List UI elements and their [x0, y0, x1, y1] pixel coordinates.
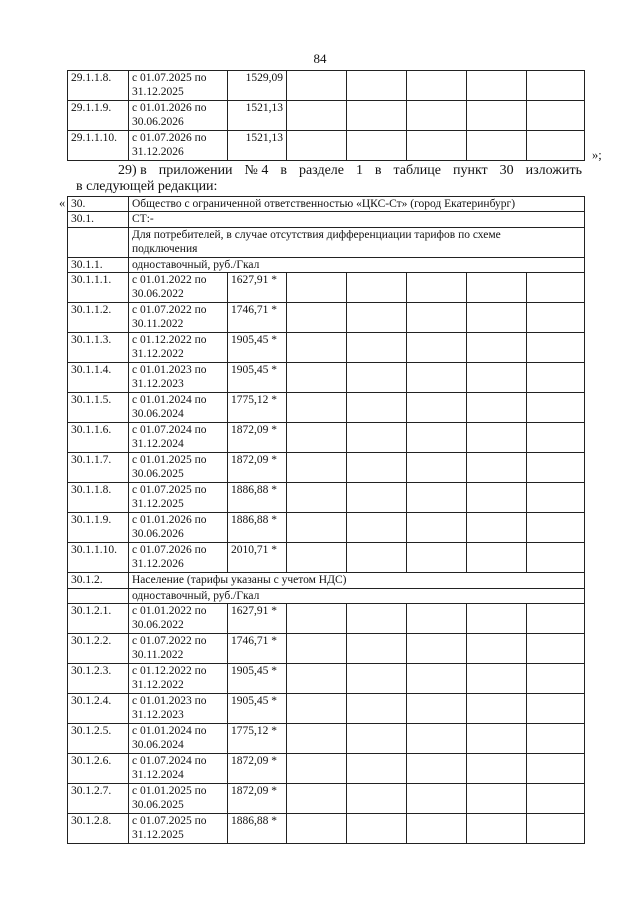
row-code: 30.1.1.6. [68, 423, 129, 453]
table-row [68, 814, 585, 844]
row-value: 2010,71 * [228, 543, 287, 573]
empty-cell [527, 423, 585, 453]
row-code: 30.1.2.2. [68, 634, 129, 664]
row-value: 1905,45 * [228, 694, 287, 724]
row-period: с 01.07.2022 по 30.11.2022 [129, 634, 228, 664]
row-code: 30.1.2.7. [68, 784, 129, 814]
table-row [68, 513, 585, 543]
empty-cell [407, 453, 467, 483]
empty-cell [467, 814, 527, 844]
empty-cell [527, 784, 585, 814]
paragraph-word: изложить [525, 163, 582, 178]
row-period: с 01.01.2025 по 30.06.2025 [129, 784, 228, 814]
empty-cell [467, 724, 527, 754]
row-code: 30.1.2.6. [68, 754, 129, 784]
empty-cell [347, 453, 407, 483]
empty-cell [407, 423, 467, 453]
empty-cell [527, 634, 585, 664]
row-code: 30.1.1.10. [68, 543, 129, 573]
row-value: 1905,45 * [228, 333, 287, 363]
empty-cell [527, 754, 585, 784]
empty-cell [467, 604, 527, 634]
empty-cell [347, 543, 407, 573]
table-row [68, 303, 585, 333]
empty-cell [347, 513, 407, 543]
table-row [68, 363, 585, 393]
table-row [68, 634, 585, 664]
row-code: 29.1.1.9. [68, 101, 129, 131]
row-period: с 01.07.2026 по 31.12.2026 [129, 131, 228, 161]
paragraph-word: таблице [393, 163, 441, 178]
paragraph-word: пункт [452, 163, 488, 178]
paragraph-word: 1 [355, 163, 363, 178]
empty-cell [527, 303, 585, 333]
empty-cell [527, 453, 585, 483]
row-period: с 01.01.2025 по 30.06.2025 [129, 453, 228, 483]
row-period: с 01.12.2022 по 31.12.2022 [129, 664, 228, 694]
row-code: 30.1.2. [68, 573, 129, 589]
row-value: 1872,09 * [228, 453, 287, 483]
empty-cell [407, 513, 467, 543]
row-value: 1886,88 * [228, 513, 287, 543]
empty-cell [527, 393, 585, 423]
table-row-header [68, 197, 585, 212]
table-row [68, 131, 585, 161]
row-period: с 01.07.2024 по 31.12.2024 [129, 423, 228, 453]
row-code: 30.1.2.1. [68, 604, 129, 634]
empty-cell [347, 784, 407, 814]
empty-cell [287, 483, 347, 513]
row-period: с 01.01.2026 по 30.06.2026 [129, 513, 228, 543]
empty-cell [287, 101, 347, 131]
paragraph-word: 30 [499, 163, 514, 178]
row-value: 1905,45 * [228, 363, 287, 393]
row-value: 1872,09 * [228, 784, 287, 814]
row-code: 30.1.1.7. [68, 453, 129, 483]
empty-cell [467, 363, 527, 393]
table-row [68, 543, 585, 573]
row-code [68, 589, 129, 604]
empty-cell [467, 393, 527, 423]
row-value: 1521,13 [228, 131, 287, 161]
empty-cell [347, 814, 407, 844]
empty-cell [527, 273, 585, 303]
empty-cell [467, 483, 527, 513]
empty-cell [527, 814, 585, 844]
row-value: 1775,12 * [228, 393, 287, 423]
row-value: 1627,91 * [228, 273, 287, 303]
empty-cell [407, 363, 467, 393]
empty-cell [287, 273, 347, 303]
empty-cell [527, 71, 585, 101]
table-row [68, 483, 585, 513]
row-period: с 01.07.2024 по 31.12.2024 [129, 754, 228, 784]
paragraph-word: разделе [298, 163, 344, 178]
empty-cell [347, 664, 407, 694]
row-code: 30.1.1.8. [68, 483, 129, 513]
row-code: 30.1.2.3. [68, 664, 129, 694]
empty-cell [527, 333, 585, 363]
empty-cell [347, 71, 407, 101]
empty-cell [287, 363, 347, 393]
table-row-note [68, 228, 585, 258]
table-row [68, 101, 585, 131]
empty-cell [287, 333, 347, 363]
empty-cell [347, 303, 407, 333]
empty-cell [407, 604, 467, 634]
empty-cell [467, 101, 527, 131]
empty-cell [287, 814, 347, 844]
empty-cell [347, 604, 407, 634]
table-row [68, 423, 585, 453]
row-period: с 01.07.2025 по 31.12.2025 [129, 814, 228, 844]
empty-cell [347, 333, 407, 363]
table-row [68, 784, 585, 814]
table-row [68, 453, 585, 483]
empty-cell [347, 754, 407, 784]
empty-cell [527, 664, 585, 694]
empty-cell [287, 664, 347, 694]
row-value: 1905,45 * [228, 664, 287, 694]
empty-cell [467, 453, 527, 483]
row-period: с 01.01.2026 по 30.06.2026 [129, 101, 228, 131]
empty-cell [347, 393, 407, 423]
empty-cell [407, 784, 467, 814]
row-code [68, 228, 129, 258]
empty-cell [467, 634, 527, 664]
tariff-table-item-30 [67, 196, 585, 844]
table-row [68, 694, 585, 724]
amendment-paragraph-line1 [118, 163, 582, 178]
empty-cell [527, 694, 585, 724]
empty-cell [407, 71, 467, 101]
empty-cell [287, 513, 347, 543]
opening-quote-mark: « [59, 196, 66, 210]
row-value: 1529,09 [228, 71, 287, 101]
row-period: с 01.07.2022 по 30.11.2022 [129, 303, 228, 333]
empty-cell [347, 634, 407, 664]
empty-cell [407, 543, 467, 573]
row-value: 1872,09 * [228, 423, 287, 453]
page-number: 84 [313, 51, 327, 66]
row-value: 1627,91 * [228, 604, 287, 634]
paragraph-word: в [280, 163, 287, 178]
empty-cell [287, 71, 347, 101]
empty-cell [467, 131, 527, 161]
empty-cell [287, 604, 347, 634]
row-code: 30.1.1.5. [68, 393, 129, 423]
table-row-section [68, 573, 585, 589]
empty-cell [347, 273, 407, 303]
empty-cell [527, 131, 585, 161]
table-row [68, 393, 585, 423]
tariff-type-label: одноставочный, руб./Гкал [129, 258, 585, 273]
row-value: 1746,71 * [228, 634, 287, 664]
tariff-table-continued [67, 70, 585, 161]
empty-cell [347, 363, 407, 393]
table-row [68, 333, 585, 363]
empty-cell [287, 303, 347, 333]
empty-cell [287, 453, 347, 483]
row-period: с 01.12.2022 по 31.12.2022 [129, 333, 228, 363]
row-code: 30. [68, 197, 129, 212]
empty-cell [287, 694, 347, 724]
empty-cell [407, 814, 467, 844]
empty-cell [527, 724, 585, 754]
empty-cell [287, 543, 347, 573]
table-row-label [68, 258, 585, 273]
organization-name: Общество с ограниченной ответственностью «ЦКС-Ст» (город Екатеринбург) [129, 197, 585, 212]
empty-cell [407, 483, 467, 513]
empty-cell [407, 393, 467, 423]
row-period: с 01.01.2023 по 31.12.2023 [129, 694, 228, 724]
empty-cell [467, 543, 527, 573]
row-period: с 01.07.2025 по 31.12.2025 [129, 483, 228, 513]
section-title: СТ:- [129, 212, 585, 228]
row-value: 1872,09 * [228, 754, 287, 784]
empty-cell [467, 303, 527, 333]
paragraph-word: приложении [158, 163, 233, 178]
row-value: 1886,88 * [228, 814, 287, 844]
row-code: 30.1.1.3. [68, 333, 129, 363]
row-code: 30.1.1.1. [68, 273, 129, 303]
empty-cell [287, 754, 347, 784]
empty-cell [407, 333, 467, 363]
row-period: с 01.01.2024 по 30.06.2024 [129, 393, 228, 423]
paragraph-word: в [374, 163, 382, 178]
row-code: 30.1.2.5. [68, 724, 129, 754]
row-value: 1775,12 * [228, 724, 287, 754]
row-code: 30.1.2.8. [68, 814, 129, 844]
empty-cell [467, 333, 527, 363]
empty-cell [467, 273, 527, 303]
empty-cell [467, 71, 527, 101]
row-period: с 01.07.2025 по 31.12.2025 [129, 71, 228, 101]
table-row [68, 754, 585, 784]
empty-cell [407, 634, 467, 664]
row-code: 30.1.1.4. [68, 363, 129, 393]
empty-cell [347, 724, 407, 754]
empty-cell [287, 131, 347, 161]
empty-cell [407, 754, 467, 784]
empty-cell [347, 694, 407, 724]
empty-cell [347, 131, 407, 161]
row-code: 30.1.1. [68, 258, 129, 273]
row-code: 30.1.2.4. [68, 694, 129, 724]
empty-cell [347, 423, 407, 453]
empty-cell [527, 363, 585, 393]
empty-cell [347, 101, 407, 131]
table-row [68, 604, 585, 634]
amendment-paragraph-line2: в следующей редакции: [76, 179, 218, 194]
row-period: с 01.01.2024 по 30.06.2024 [129, 724, 228, 754]
row-code: 29.1.1.10. [68, 131, 129, 161]
row-value: 1886,88 * [228, 483, 287, 513]
table-row-section [68, 212, 585, 228]
paragraph-word: № 4 [244, 163, 269, 178]
table-row [68, 273, 585, 303]
row-code: 30.1.1.9. [68, 513, 129, 543]
row-period: с 01.07.2026 по 31.12.2026 [129, 543, 228, 573]
table-row [68, 724, 585, 754]
empty-cell [467, 513, 527, 543]
table-row [68, 71, 585, 101]
empty-cell [527, 513, 585, 543]
empty-cell [407, 101, 467, 131]
row-value: 1746,71 * [228, 303, 287, 333]
empty-cell [287, 634, 347, 664]
empty-cell [467, 784, 527, 814]
empty-cell [407, 131, 467, 161]
paragraph-word: 29) в [118, 163, 147, 178]
empty-cell [527, 101, 585, 131]
row-code: 30.1.1.2. [68, 303, 129, 333]
row-period: с 01.01.2022 по 30.06.2022 [129, 273, 228, 303]
empty-cell [407, 303, 467, 333]
empty-cell [287, 724, 347, 754]
section-title: Население (тарифы указаны с учетом НДС) [129, 573, 585, 589]
empty-cell [467, 664, 527, 694]
row-code: 29.1.1.8. [68, 71, 129, 101]
row-value: 1521,13 [228, 101, 287, 131]
empty-cell [407, 694, 467, 724]
empty-cell [527, 483, 585, 513]
empty-cell [287, 423, 347, 453]
empty-cell [527, 543, 585, 573]
table-row-label [68, 589, 585, 604]
table-row [68, 664, 585, 694]
empty-cell [347, 483, 407, 513]
empty-cell [467, 423, 527, 453]
tariff-type-label: одноставочный, руб./Гкал [129, 589, 585, 604]
empty-cell [407, 664, 467, 694]
row-code: 30.1. [68, 212, 129, 228]
empty-cell [467, 694, 527, 724]
empty-cell [467, 754, 527, 784]
row-period: с 01.01.2022 по 30.06.2022 [129, 604, 228, 634]
empty-cell [287, 784, 347, 814]
row-period: с 01.01.2023 по 31.12.2023 [129, 363, 228, 393]
empty-cell [287, 393, 347, 423]
empty-cell [407, 724, 467, 754]
consumer-note: Для потребителей, в случае отсутствия дифференциации тарифов по схеме подключения [129, 228, 585, 258]
empty-cell [527, 604, 585, 634]
closing-quote-mark: »; [592, 148, 602, 162]
empty-cell [407, 273, 467, 303]
